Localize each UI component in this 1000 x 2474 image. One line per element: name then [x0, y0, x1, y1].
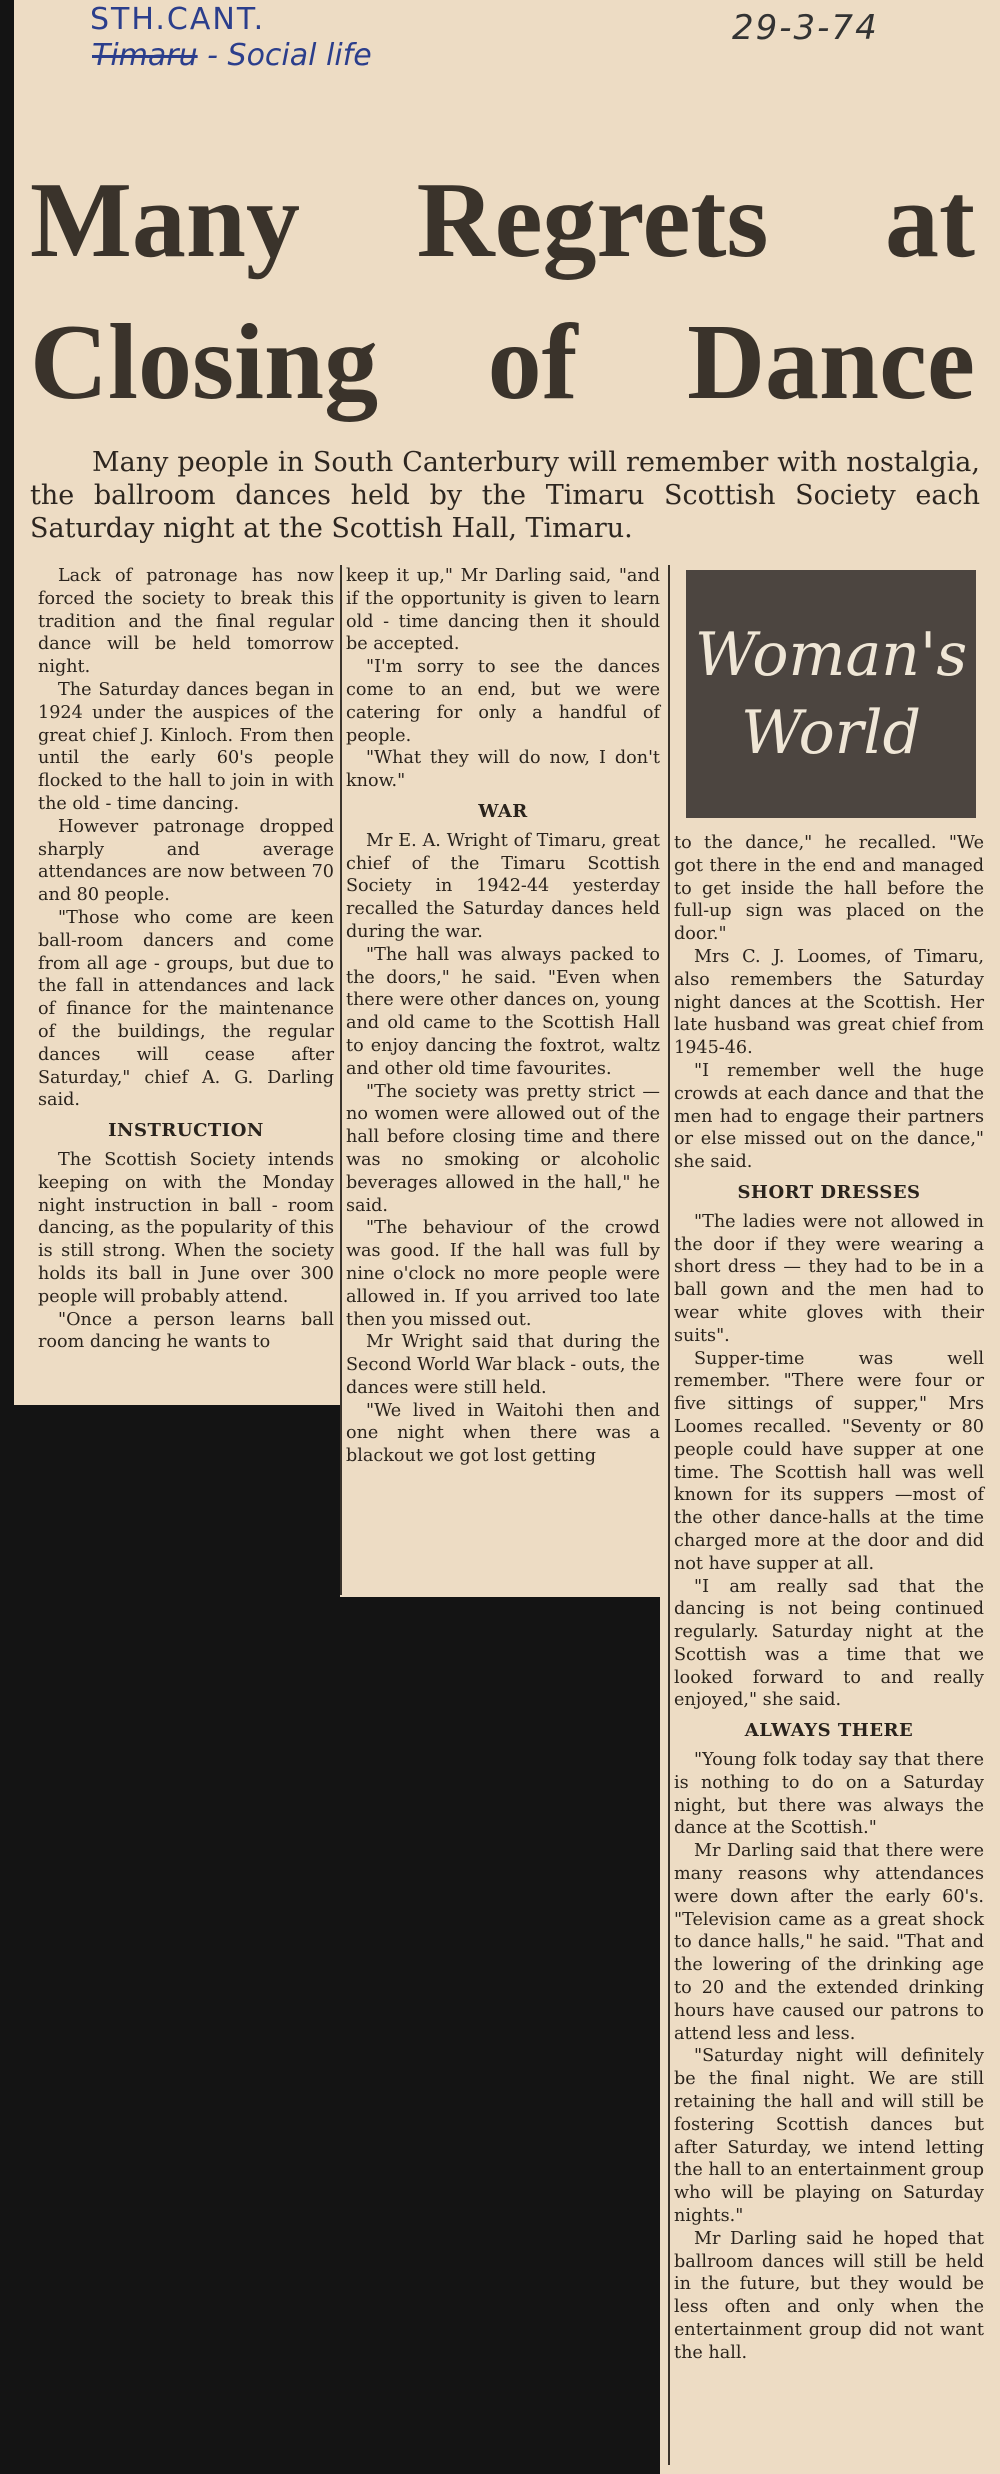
paragraph: "Those who come are keen ball-room dancers and come from all age - groups, but due to the fall in attendances and lack of finance for the maintenance of the buildings, the regular dances will cease after Saturday," chief A. G. Darling said. [38, 907, 334, 1111]
box-line-2: World [741, 698, 921, 768]
handwritten-subject: Timaru - Social life [92, 38, 372, 73]
paragraph: "The ladies were not allowed in the door if they were wearing a short dress — they had to be in a ball gown and the men had to wear white gloves with their suits". [674, 1211, 984, 1346]
column-2 [346, 565, 660, 1468]
box-line-1: Woman's [694, 620, 968, 690]
paragraph: "The society was pretty strict — no women were allowed out of the hall before closing time and there was no smoking or alcoholic beverages allowed in the hall," he said. [346, 1081, 660, 1216]
paragraph: Mr Darling said that there were many reasons why attendances were down after the early 60's. "Television came as a great shock to dance halls," he said. "That and the lowering of the drinking age to 20 and the extended drinking hours have caused our patrons to attend less and less. [674, 1841, 984, 2044]
paragraph: "Saturday night will definitely be the final night. We are still retaining the hall and will still be fostering Scottish dances but after Saturday, we intend letting the hall to an entertainment group who will be playing on Saturday nights." [674, 2046, 984, 2227]
paragraph: "Once a person learns ball room dancing he wants to [38, 1309, 334, 1353]
column-3 [674, 832, 984, 2365]
subheading-always-there: ALWAYS THERE [744, 1720, 914, 1742]
paragraph: However patronage dropped sharply and average attendances are now between 70 and 80 people. [38, 816, 334, 906]
paragraph: "The behaviour of the crowd was good. If the hall was full by nine o'clock no more people were allowed in. If you arrived too late then you missed out. [346, 1218, 660, 1330]
paragraph: Mr E. A. Wright of Timaru, great chief of the Timaru Scottish Society in 1942-44 yesterday recalled the Saturday dances held during the war. [346, 830, 660, 942]
paragraph: Mr Wright said that during the Second World War black - outs, the dances were still held. [346, 1332, 660, 1398]
subject-text: Social life [227, 38, 372, 73]
paragraph: "What they will do now, I don't know." [346, 748, 660, 792]
handwritten-source: STH.CANT. [90, 2, 266, 37]
paragraph: Supper-time was well remember. "There were four or five sittings of supper," Mrs Loomes recalled. "Seventy or 80 people could have supper at one time. The Scottish hall was well known for its suppers —most of the other dance-halls at the time charged more at the door and did not have supper at all. [674, 1348, 984, 1574]
paragraph: Mr Darling said he hoped that ballroom dances will still be held in the future, but they would be less often and only when the entertainment group did not want the hall. [674, 2228, 984, 2363]
paragraph: Mrs C. J. Loomes, of Timaru, also remembers the Saturday night dances at the Scottish. Her late husband was great chief from 1945-46. [674, 946, 984, 1059]
column-rule-2 [668, 565, 670, 2465]
paragraph: "We lived in Waitohi then and one night when there was a blackout we got lost getting [346, 1400, 660, 1467]
headline: Many Regrets at Closing of Dance [30, 161, 975, 422]
womans-world-box [686, 570, 976, 818]
paragraph: "I am really sad that the dancing is not being continued regularly. Saturday night at the Scottish was a time that we looked forward to and really enjoyed," she said. [674, 1576, 984, 1711]
paragraph: The Scottish Society intends keeping on with the Monday night instruction in ball - room dancing, as the popularity of this is still strong. When the society holds its ball in June over 300 people will probably attend. [38, 1149, 334, 1307]
column-1 [38, 565, 334, 1354]
subheading-instruction: INSTRUCTION [108, 1120, 264, 1142]
paragraph: to the dance," he recalled. "We got there in the end and managed to get inside the hall before the full-up sign was placed on the door." [674, 833, 984, 945]
paragraph: Lack of patronage has now forced the society to break this tradition and the final regular dance will be held tomorrow night. [38, 566, 334, 678]
paragraph: keep it up," Mr Darling said, "and if the opportunity is given to learn old - time dancing then it should be accepted. [346, 566, 660, 655]
subheading-short-dresses: SHORT DRESSES [737, 1181, 921, 1203]
paragraph: "I remember well the huge crowds at each dance and that the men had to engage their partners or else missed out on the dance," she said. [674, 1060, 984, 1173]
paragraph: "I'm sorry to see the dances come to an end, but we were catering for only a handful of people. [346, 657, 660, 746]
handwritten-date: 29-3-74 [732, 8, 879, 48]
subheading-war: WAR [478, 800, 528, 822]
paragraph: "Young folk today say that there is nothing to do on a Saturday night, but there was always the dance at the Scottish." [674, 1750, 984, 1839]
column-rule-1 [340, 565, 342, 1595]
crossed-out-word: Timaru [92, 38, 198, 73]
paragraph: "The hall was always packed to the doors," he said. "Even when there were other dances on, young and old came to the Scottish Hall to enjoy dancing the foxtrot, waltz and other old time favourites. [346, 944, 660, 1079]
standfirst: Many people in South Canterbury will remember with nostalgia, the ballroom dances held by the Timaru Scottish Society each Saturday night at the Scottish Hall, Timaru. [30, 447, 980, 544]
paragraph: The Saturday dances began in 1924 under the auspices of the great chief J. Kinloch. From then until the early 60's people flocked to the hall to join in with the old - time dancing. [38, 679, 334, 814]
